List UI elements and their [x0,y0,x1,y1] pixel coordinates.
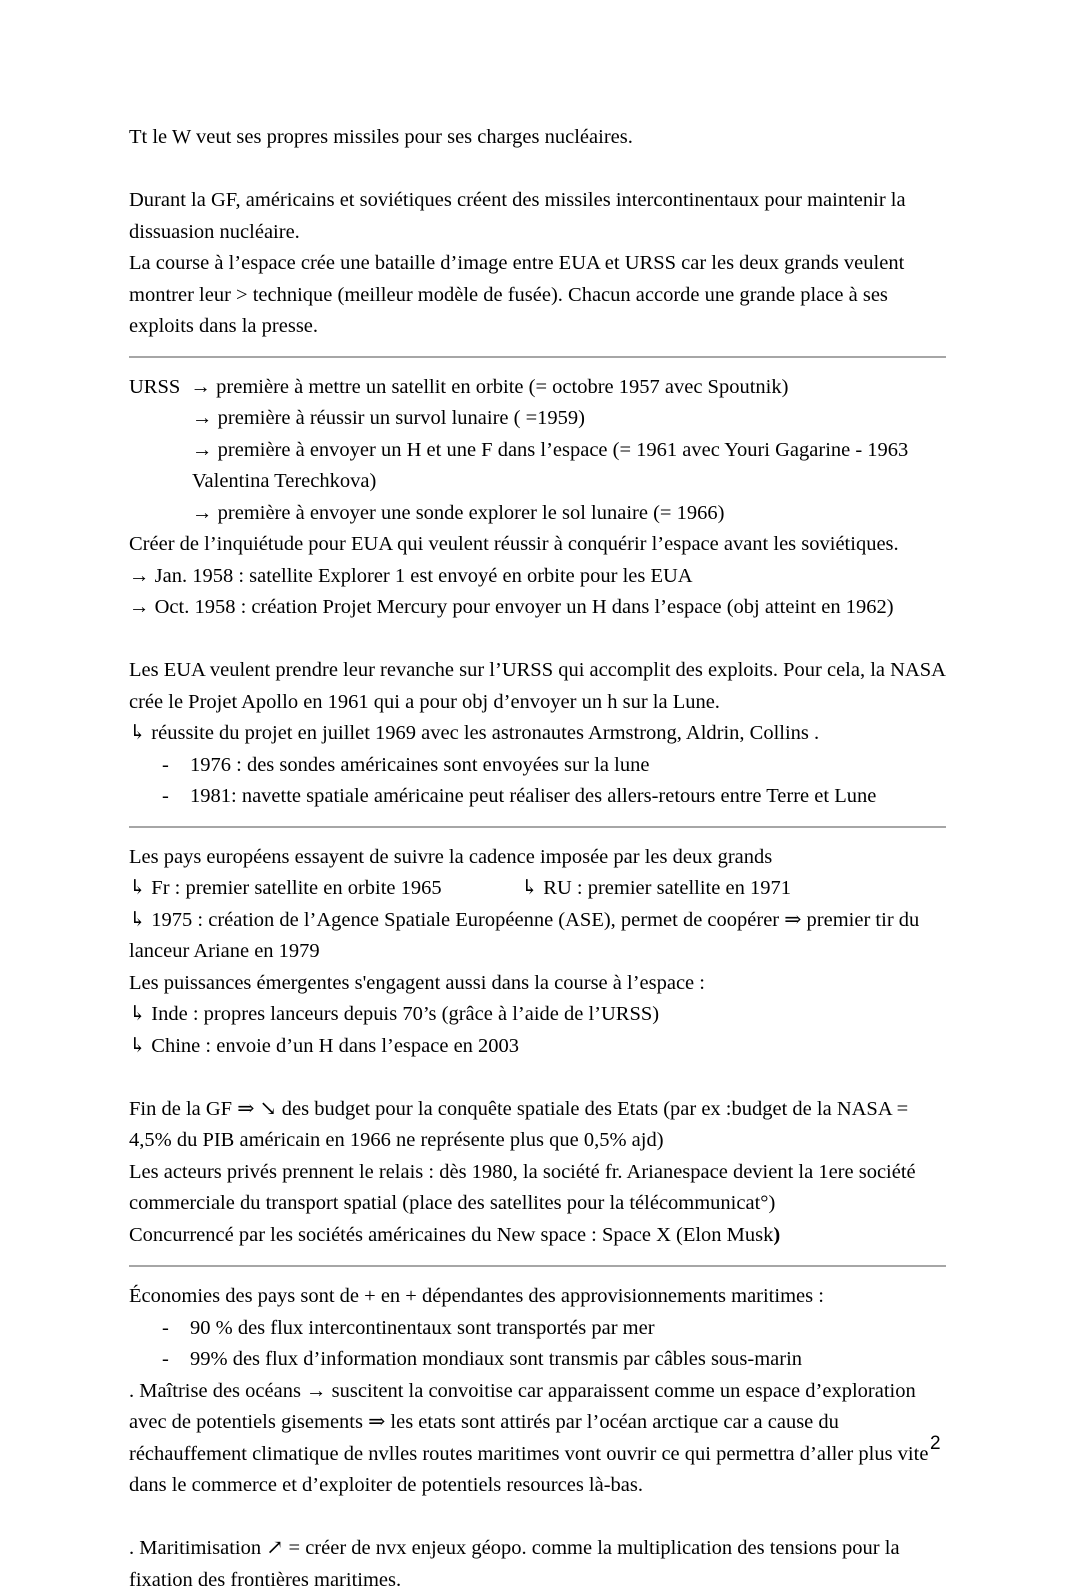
paragraph-acteurs-prives: Les acteurs privés prennent le relais : dès 1980, la société fr. Arianespace devient la 1ere société commerciale du transport spatial (place des satellites pour la télécommunicat°) [129,1160,916,1214]
apollo-hook-line: ↳ réussite du projet en juillet 1969 avec les astronautes Armstrong, Aldrin, Collins . [129,722,820,744]
europe-uk-item: ↳ RU : premier satellite en 1971 [521,877,791,899]
eua-arrow-1: → Jan. 1958 : satellite Explorer 1 est envoyé en orbite pour les EUA [129,564,693,587]
paragraph-maitrise-oceans: . Maîtrise des océans → suscitent la convoitise car apparaissent comme un espace d’exploration avec de potentiels gisements ⇒ les etats sont attirés par l’océan arctique car a cause du réchauffement climatique de nvlles routes maritimes vont ouvrir ce qui permettra d’aller plus vite dans le commerce et d’exploiter de potentiels resources là-bas. [129,1379,929,1496]
paragraph-apollo: Les EUA veulent prendre leur revanche sur l’URSS qui accomplit des exploits. Pour cela, la NASA crée le Projet Apollo en 1961 qui a pour obj d’envoyer un h sur la Lune. [129,659,945,713]
urss-item-1: → première à mettre un satellit en orbite (= octobre 1957 avec Spoutnik) [190,375,789,398]
dash-marker: - [162,753,169,776]
list-item-label: 1981: navette spatiale américaine peut réaliser des allers-retours entre Terre et Lune [190,785,877,807]
list-item [129,781,947,813]
list-item [129,1344,947,1376]
paragraph-guerre-froide: Durant la GF, américains et soviétiques créent des missiles intercontinentaux pour maintenir la dissuasion nucléaire. [129,189,906,243]
section-divider-1 [129,356,946,358]
paragraph-course-espace: La course à l’espace crée une bataille d’image entre EUA et URSS car les deux grands veulent montrer leur > technique (meilleur modèle de fusée). Chacun accorde une grande place à ses exploits dans la presse. [129,252,905,337]
urss-item-2: → première à réussir un survol lunaire ( =1959) [192,407,585,429]
paragraph-fin-gf: Fin de la GF ⇒ ↘ des budget pour la conquête spatiale des Etats (par ex :budget de la NASA = 4,5% du PIB américain en 1966 ne représente plus que 0,5% ajd) [129,1097,909,1151]
concurrence-text: Concurrencé par les sociétés américaines du New space : Space X (Elon Musk [129,1223,774,1246]
urss-label: URSS [129,375,181,398]
spacer [129,624,947,656]
urss-first-line [129,372,947,404]
section-divider-3-wrap [129,1251,947,1281]
emergentes-inde-line: ↳ Inde : propres lanceurs depuis 70’s (grâce à l’aide de l’URSS) [129,1003,660,1025]
paragraph-emergentes: Les puissances émergentes s'engagent aussi dans la course à l’espace : [129,971,705,994]
list-item [129,750,947,782]
intro-line: Tt le W veut ses propres missiles pour ses charges nucléaires. [129,126,633,148]
paragraph-maritimisation: . Maritimisation ↗ = créer de nvx enjeux géopo. comme la multiplication des tensions pour la fixation des frontières maritimes. [129,1537,900,1591]
dash-marker: - [162,785,169,807]
eua-arrow-2: → Oct. 1958 : création Projet Mercury pour envoyer un H dans l’espace (obj atteint en 1962) [129,596,894,618]
document-body [129,122,947,1596]
spacer [129,154,947,186]
section-divider-1-wrap [129,343,947,372]
urss-item-row-2 [129,403,947,435]
dash-marker: - [162,1348,169,1370]
emergentes-chine-line: ↳ Chine : envoie d’un H dans l’espace en 2003 [129,1034,520,1057]
list-item-label: 1976 : des sondes américaines sont envoyées sur la lune [190,753,650,776]
spacer [129,1502,947,1534]
urss-item-row-4 [129,498,947,530]
europe-ase-line: ↳ 1975 : création de l’Agence Spatiale Européenne (ASE), permet de coopérer ⇒ premier tir du lanceur Ariane en 1979 [129,908,920,962]
paragraph-europe: Les pays européens essayent de suivre la cadence imposée par les deux grands [129,845,773,868]
urss-item-row-3 [129,435,947,498]
list-item [129,1313,947,1345]
urss-item-4: → première à envoyer une sonde explorer le sol lunaire (= 1966) [192,501,725,524]
section-divider-2-wrap [129,813,947,842]
paragraph-inquietude: Créer de l’inquiétude pour EUA qui veulent réussir à conquérir l’espace avant les soviétiques. [129,533,899,555]
spacer [129,1062,947,1094]
urss-item-3: → première à envoyer un H et une F dans l’espace (= 1961 avec Youri Gagarine - 1963 Valentina Terechkova) [192,438,909,492]
section-divider-3 [129,1265,946,1267]
europe-satellites-row [129,873,947,905]
europe-france-item: ↳ Fr : premier satellite en orbite 1965 [129,877,442,899]
page-number: 2 [930,1433,941,1454]
dash-marker: - [162,1316,169,1339]
list-item-label: 90 % des flux intercontinentaux sont transportés par mer [190,1316,655,1339]
concurrence-bold-paren: ) [773,1223,781,1246]
paragraph-economies: Économies des pays sont de + en + dépendantes des approvisionnements maritimes : [129,1285,824,1307]
section-divider-2 [129,826,946,828]
urss-label-gap [180,376,190,398]
list-item-label: 99% des flux d’information mondiaux sont transmis par câbles sous-marin [190,1348,803,1370]
paragraph-concurrence [129,1220,947,1252]
